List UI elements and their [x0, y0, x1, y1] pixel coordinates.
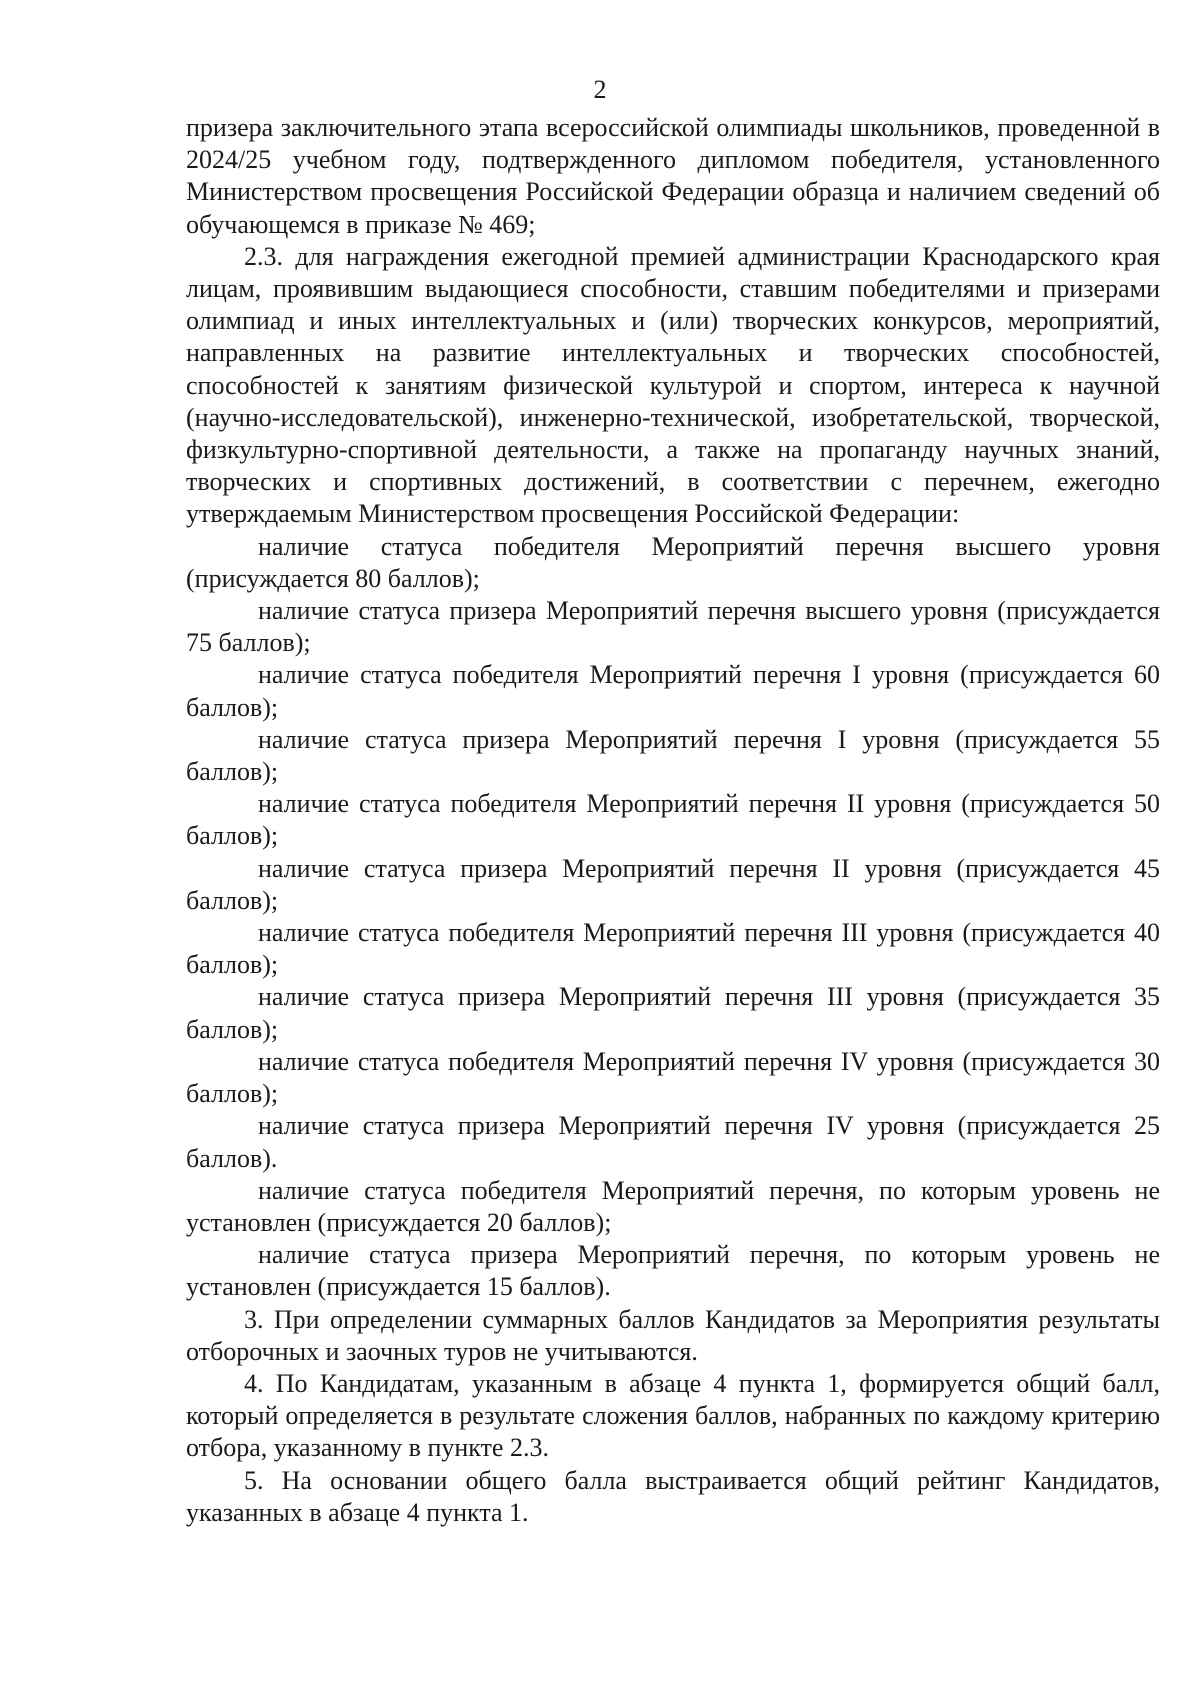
paragraph-2-3: 2.3. для награждения ежегодной премией администрации Краснодарского края лицам, проявившим выдающиеся способности, ставшим победителями и призерами олимпиад и иных интеллектуальных и (или) творческих конкурсов, мероприятий, направленных на развитие интеллектуальных и творческих способностей, способностей к занятиям физической культурой и спортом, интереса к научной (научно-исследовательской), инженерно-технической, изобретательской, творческой, физкультурно-спортивной деятельности, а также на пропаганду научных знаний, творческих и спортивных достижений, в соответствии с перечнем, ежегодно утверждаемым Министерством просвещения Российской Федерации:: [186, 241, 1160, 529]
page-number: 2: [593, 75, 607, 104]
list-item: наличие статуса призера Мероприятий перечня, по которым уровень не установлен (присуждается 15 баллов).: [186, 1240, 1160, 1302]
list-item: наличие статуса призера Мероприятий перечня высшего уровня (присуждается 75 баллов);: [186, 596, 1160, 658]
paragraph-5: 5. На основании общего балла выстраивается общий рейтинг Кандидатов, указанных в абзаце 4 пункта 1.: [186, 1465, 1160, 1527]
list-item: наличие статуса призера Мероприятий перечня III уровня (присуждается 35 баллов);: [186, 982, 1160, 1044]
list-item: наличие статуса победителя Мероприятий перечня I уровня (присуждается 60 баллов);: [186, 660, 1160, 722]
list-item: наличие статуса победителя Мероприятий перечня III уровня (присуждается 40 баллов);: [186, 918, 1160, 980]
paragraph-3: 3. При определении суммарных баллов Кандидатов за Мероприятия результаты отборочных и заочных туров не учитываются.: [186, 1304, 1160, 1366]
list-item: наличие статуса победителя Мероприятий перечня II уровня (присуждается 50 баллов);: [186, 789, 1160, 851]
list-item: наличие статуса победителя Мероприятий перечня высшего уровня (присуждается 80 баллов);: [186, 531, 1160, 593]
list-item: наличие статуса победителя Мероприятий перечня, по которым уровень не установлен (присуждается 20 баллов);: [186, 1175, 1160, 1237]
list-item: наличие статуса призера Мероприятий перечня I уровня (присуждается 55 баллов);: [186, 724, 1160, 787]
paragraph-4: 4. По Кандидатам, указанным в абзаце 4 пункта 1, формируется общий балл, который определяется в результате сложения баллов, набранных по каждому критерию отбора, указанному в пункте 2.3.: [186, 1368, 1160, 1463]
paragraph-continuation: призера заключительного этапа всероссийской олимпиады школьников, проведенной в 2024/25 учебном году, подтвержденного дипломом победителя, установленного Министерством просвещения Российской Федерации образца и наличием сведений об обучающемся в приказе № 469;: [186, 113, 1160, 239]
list-item: наличие статуса призера Мероприятий перечня II уровня (присуждается 45 баллов);: [186, 853, 1160, 915]
document-body: [186, 112, 1160, 1529]
list-item: наличие статуса призера Мероприятий перечня IV уровня (присуждается 25 баллов).: [186, 1111, 1160, 1173]
list-item: наличие статуса победителя Мероприятий перечня IV уровня (присуждается 30 баллов);: [186, 1046, 1160, 1109]
